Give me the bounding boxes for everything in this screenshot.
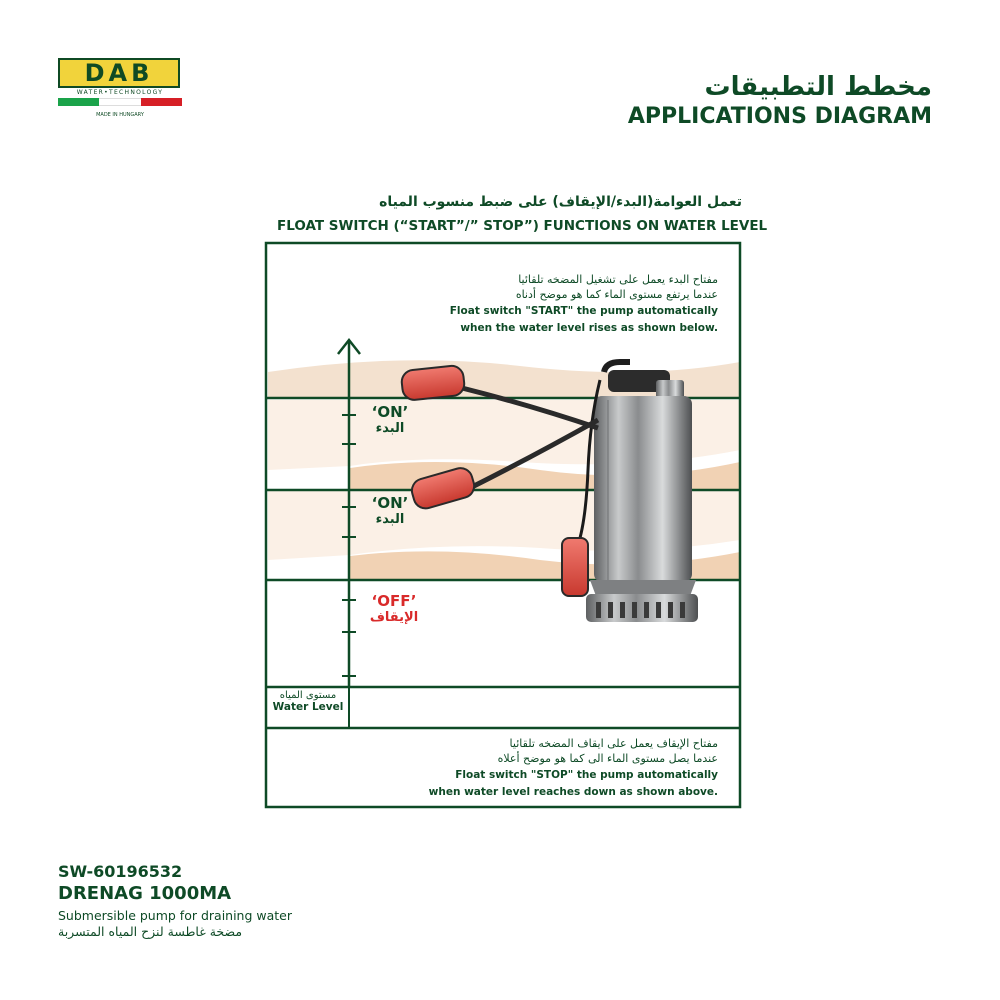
- product-description: Submersible pump for draining water: [58, 908, 293, 923]
- start-note-en-1: Float switch "START" the pump automatically: [449, 305, 718, 317]
- diagram-subtitle: FLOAT SWITCH (“START”/” STOP”) FUNCTIONS ON WATER LEVEL: [277, 218, 768, 234]
- made-in-label: MADE IN HUNGARY: [96, 112, 144, 118]
- stop-note-ar-1: مفتاح الإيقاف يعمل على ايقاف المضخه تلقائيا: [509, 737, 718, 750]
- start-note-ar-2: عندما يرتفع مستوى الماء كما هو موضح أدناه: [515, 288, 718, 301]
- level-label-on-2: ‘ON’ البدء: [371, 494, 409, 527]
- start-note: [450, 272, 718, 335]
- product-name: DRENAG 1000MA: [58, 883, 232, 904]
- stop-note-ar-2: عندما يصل مستوى الماء الى كما هو موضح أعلاه: [497, 752, 718, 765]
- logo-text: DAB: [84, 59, 154, 87]
- product-description-arabic: مضخة غاطسة لنزح المياه المتسربة: [58, 924, 243, 939]
- level-label-on-1: ‘ON’ البدء: [371, 403, 409, 436]
- product-code: SW-60196532: [58, 862, 183, 881]
- stop-note: [429, 736, 718, 799]
- page-title: APPLICATIONS DIAGRAM: [627, 104, 932, 129]
- water-level-label: مستوى المياه Water Level: [272, 690, 344, 713]
- start-note-ar-1: مفتاح البدء يعمل على تشغيل المضخه تلقائيا: [518, 273, 718, 286]
- stop-note-en-1: Float switch "STOP" the pump automatically: [455, 769, 718, 781]
- diagram-subtitle-arabic: تعمل العوامة(البدء/الإيقاف) على ضبط منسوب المياه: [379, 194, 742, 210]
- page-title-arabic: مخطط التطبيقات: [704, 72, 932, 102]
- start-note-en-2: when the water level rises as shown below.: [460, 322, 718, 334]
- stop-note-en-2: when water level reaches down as shown above.: [428, 786, 718, 798]
- level-label-off: ‘OFF’ الإيقاف: [369, 592, 419, 625]
- logo-tagline: WATER•TECHNOLOGY: [76, 89, 164, 96]
- float-switch-upper: [401, 365, 466, 401]
